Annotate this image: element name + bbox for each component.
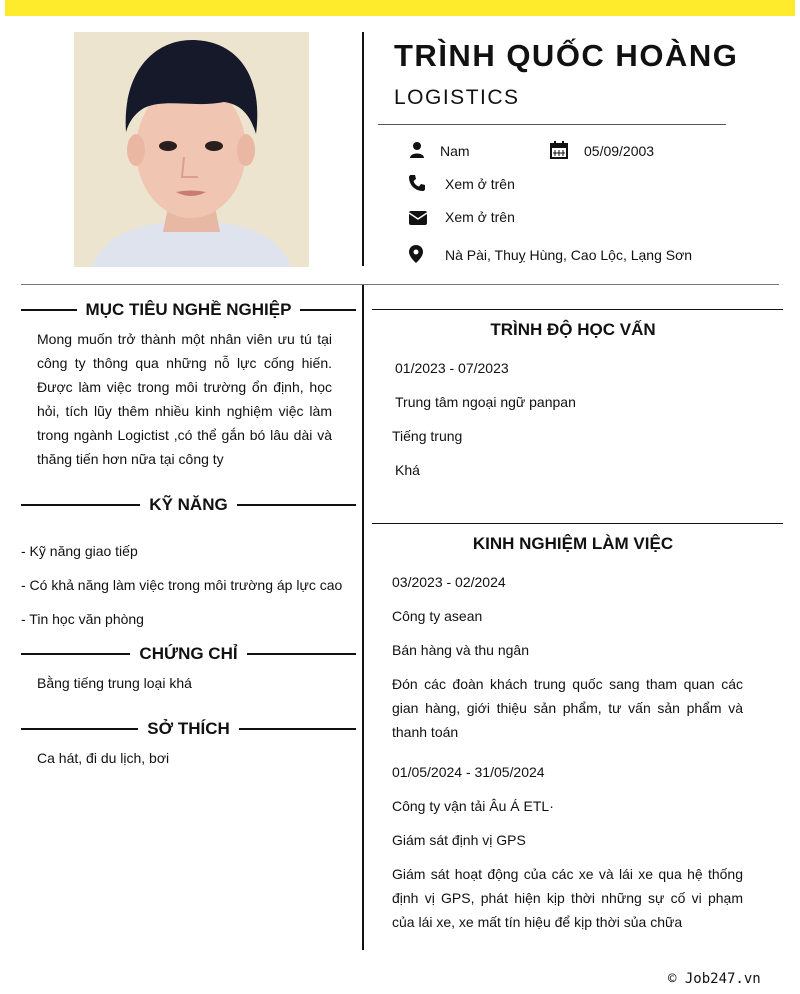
calendar-icon bbox=[550, 141, 568, 159]
skill-item: - Tin học văn phòng bbox=[21, 611, 144, 627]
header-divider-vertical bbox=[362, 32, 364, 266]
footer-copyright: © Job247.vn bbox=[668, 971, 761, 987]
job-period: 01/05/2024 - 31/05/2024 bbox=[392, 764, 545, 780]
education-school: Trung tâm ngoại ngữ panpan bbox=[395, 394, 576, 410]
job-position: Bán hàng và thu ngân bbox=[392, 642, 530, 658]
hobbies-heading bbox=[21, 717, 356, 741]
profile-photo-drawing bbox=[74, 32, 309, 267]
job-description: Đón các đoàn khách trung quốc sang tham quan các gian hàng, giới thiệu sản phẩm, tư vấn sản phẩm và thanh toán bbox=[392, 676, 743, 740]
education-title: TRÌNH ĐỘ HỌC VẤN bbox=[490, 320, 656, 339]
experience-top-rule bbox=[372, 523, 783, 524]
certificates-heading bbox=[21, 642, 356, 666]
skills-title: KỸ NĂNG bbox=[149, 495, 228, 514]
education-major: Tiếng trung bbox=[392, 428, 463, 444]
candidate-name: TRÌNH QUỐC HOÀNG bbox=[394, 38, 739, 73]
main-divider-vertical bbox=[362, 285, 364, 950]
user-icon bbox=[408, 141, 426, 159]
skill-item: - Có khả năng làm việc trong môi trường áp lực cao bbox=[21, 577, 343, 593]
header-bottom-divider bbox=[21, 284, 779, 285]
birthdate-value: 05/09/2003 bbox=[584, 143, 655, 159]
header-divider-horizontal bbox=[378, 124, 726, 125]
phone-icon bbox=[408, 174, 426, 192]
email-value: Xem ở trên bbox=[445, 209, 515, 225]
gender-value: Nam bbox=[440, 143, 470, 159]
job-title: LOGISTICS bbox=[394, 86, 520, 109]
skills-heading bbox=[21, 493, 356, 517]
top-accent-bar bbox=[5, 0, 795, 16]
education-grade: Khá bbox=[395, 462, 420, 478]
experience-title: KINH NGHIỆM LÀM VIỆC bbox=[472, 534, 674, 553]
objective-heading bbox=[21, 298, 356, 322]
skill-item: - Kỹ năng giao tiếp bbox=[21, 543, 138, 559]
job-company: Công ty asean bbox=[392, 608, 483, 624]
hobbies-text: Ca hát, đi du lịch, bơi bbox=[37, 750, 170, 766]
phone-value: Xem ở trên bbox=[445, 176, 515, 192]
job-company: Công ty vận tải Âu Á ETL· bbox=[392, 798, 554, 814]
job-period: 03/2023 - 02/2024 bbox=[392, 574, 506, 590]
objective-title: MỤC TIÊU NGHỀ NGHIỆP bbox=[85, 300, 292, 319]
job-position: Giám sát định vị GPS bbox=[392, 832, 526, 848]
map-pin-icon bbox=[409, 245, 427, 263]
profile-photo bbox=[74, 32, 309, 267]
hobbies-title: SỞ THÍCH bbox=[147, 719, 230, 738]
education-period: 01/2023 - 07/2023 bbox=[395, 360, 509, 376]
envelope-icon bbox=[409, 210, 427, 228]
certificate-item: Bằng tiếng trung loại khá bbox=[37, 675, 192, 691]
education-top-rule bbox=[372, 309, 783, 310]
objective-text: Mong muốn trở thành một nhân viên ưu tú tại công ty thông qua những nỗ lực cống hiến. Được làm việc trong môi trường ổn định, học hỏi, tích lũy thêm nhiều kinh nghiệm việc làm trong ngành Logictist ,có thể gắn bó lâu dài và thăng tiến hơn nữa tại công ty bbox=[37, 331, 332, 467]
certificates-title: CHỨNG CHỈ bbox=[139, 644, 238, 663]
job-description: Giám sát hoạt động của các xe và lái xe qua hệ thống định vị GPS, phát hiện kịp thời những sự cố vi phạm của lái xe, xe mất tín hiệu để kịp thời sủa chữa bbox=[392, 866, 743, 930]
address-value: Nà Pài, Thuỵ Hùng, Cao Lộc, Lạng Sơn bbox=[445, 247, 693, 263]
